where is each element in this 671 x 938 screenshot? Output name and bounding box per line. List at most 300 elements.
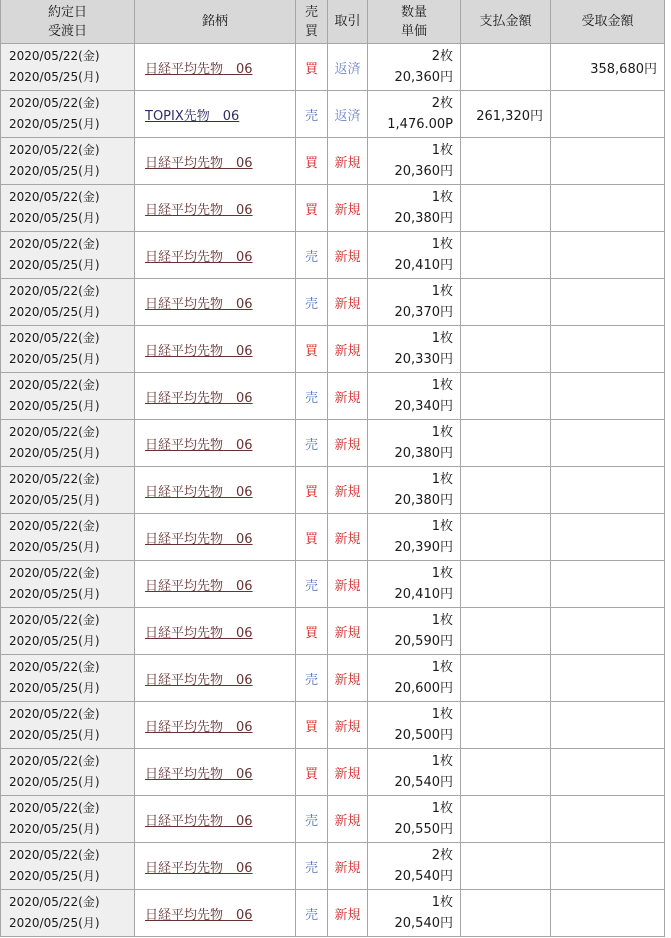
quantity-value: 1枚 bbox=[431, 707, 453, 722]
table-row bbox=[1, 514, 665, 561]
cell-received bbox=[551, 655, 665, 702]
unit-price-value: 20,360円 bbox=[394, 70, 453, 85]
cell-symbol bbox=[135, 890, 296, 937]
trade-type-value: 新規 bbox=[334, 766, 361, 782]
cell-qty-price bbox=[368, 420, 461, 467]
cell-buy-sell bbox=[296, 890, 328, 937]
contract-date: 2020/05/22(金) bbox=[9, 49, 100, 63]
contract-date: 2020/05/22(金) bbox=[9, 190, 100, 204]
unit-price-value: 20,380円 bbox=[394, 446, 453, 461]
unit-price-value: 20,360円 bbox=[394, 164, 453, 179]
cell-symbol bbox=[135, 608, 296, 655]
table-header bbox=[1, 0, 665, 44]
cell-trade-type bbox=[328, 655, 368, 702]
settlement-date: 2020/05/25(月) bbox=[9, 70, 100, 84]
quantity-value: 1枚 bbox=[431, 331, 453, 346]
cell-buy-sell bbox=[296, 326, 328, 373]
cell-payment bbox=[461, 561, 551, 608]
symbol-link[interactable]: 日経平均先物 06 bbox=[145, 249, 253, 265]
cell-trade-date bbox=[1, 91, 135, 138]
settlement-date: 2020/05/25(月) bbox=[9, 352, 100, 366]
cell-received bbox=[551, 420, 665, 467]
cell-qty-price bbox=[368, 890, 461, 937]
header-symbol-label: 銘柄 bbox=[201, 14, 228, 29]
table-row bbox=[1, 91, 665, 138]
cell-qty-price bbox=[368, 514, 461, 561]
cell-qty-price bbox=[368, 702, 461, 749]
symbol-link[interactable]: 日経平均先物 06 bbox=[145, 766, 253, 782]
unit-price-value: 20,600円 bbox=[394, 681, 453, 696]
unit-price-value: 20,370円 bbox=[394, 305, 453, 320]
settlement-date: 2020/05/25(月) bbox=[9, 634, 100, 648]
settlement-date: 2020/05/25(月) bbox=[9, 869, 100, 883]
cell-symbol bbox=[135, 91, 296, 138]
cell-symbol bbox=[135, 185, 296, 232]
cell-symbol bbox=[135, 279, 296, 326]
cell-trade-date bbox=[1, 373, 135, 420]
unit-price-value: 20,500円 bbox=[394, 728, 453, 743]
cell-payment bbox=[461, 514, 551, 561]
cell-trade-date bbox=[1, 326, 135, 373]
cell-trade-type bbox=[328, 373, 368, 420]
quantity-value: 1枚 bbox=[431, 143, 453, 158]
cell-buy-sell bbox=[296, 232, 328, 279]
quantity-value: 1枚 bbox=[431, 472, 453, 487]
cell-payment bbox=[461, 44, 551, 91]
cell-trade-date bbox=[1, 138, 135, 185]
cell-buy-sell bbox=[296, 420, 328, 467]
cell-trade-type bbox=[328, 279, 368, 326]
cell-buy-sell bbox=[296, 185, 328, 232]
unit-price-value: 20,330円 bbox=[394, 352, 453, 367]
table-row bbox=[1, 796, 665, 843]
cell-received bbox=[551, 91, 665, 138]
buy-sell-value: 買 bbox=[304, 531, 318, 547]
cell-received bbox=[551, 185, 665, 232]
settlement-date: 2020/05/25(月) bbox=[9, 587, 100, 601]
cell-trade-date bbox=[1, 749, 135, 796]
buy-sell-value: 売 bbox=[304, 437, 318, 453]
quantity-value: 1枚 bbox=[431, 801, 453, 816]
cell-buy-sell bbox=[296, 561, 328, 608]
cell-payment bbox=[461, 467, 551, 514]
header-buy-sell bbox=[296, 0, 328, 44]
contract-date: 2020/05/22(金) bbox=[9, 378, 100, 392]
cell-trade-date bbox=[1, 655, 135, 702]
cell-payment bbox=[461, 749, 551, 796]
settlement-date: 2020/05/25(月) bbox=[9, 446, 100, 460]
cell-buy-sell bbox=[296, 608, 328, 655]
header-trade-date-line1: 約定日 bbox=[47, 4, 87, 20]
contract-date: 2020/05/22(金) bbox=[9, 754, 100, 768]
trade-type-value: 新規 bbox=[334, 672, 361, 688]
cell-trade-type bbox=[328, 890, 368, 937]
table-row bbox=[1, 843, 665, 890]
cell-qty-price bbox=[368, 749, 461, 796]
buy-sell-value: 売 bbox=[304, 813, 318, 829]
contract-date: 2020/05/22(金) bbox=[9, 566, 100, 580]
cell-payment bbox=[461, 420, 551, 467]
quantity-value: 2枚 bbox=[431, 848, 453, 863]
trade-type-value: 新規 bbox=[334, 907, 361, 923]
symbol-link[interactable]: 日経平均先物 06 bbox=[145, 202, 253, 218]
cell-symbol bbox=[135, 796, 296, 843]
table-row bbox=[1, 608, 665, 655]
settlement-date: 2020/05/25(月) bbox=[9, 258, 100, 272]
trade-type-value: 新規 bbox=[334, 719, 361, 735]
cell-trade-date bbox=[1, 608, 135, 655]
symbol-link[interactable]: 日経平均先物 06 bbox=[145, 625, 253, 641]
cell-received bbox=[551, 279, 665, 326]
quantity-value: 1枚 bbox=[431, 754, 453, 769]
cell-symbol bbox=[135, 373, 296, 420]
quantity-value: 1枚 bbox=[431, 519, 453, 534]
cell-trade-date bbox=[1, 232, 135, 279]
buy-sell-value: 売 bbox=[304, 296, 318, 312]
cell-symbol bbox=[135, 749, 296, 796]
buy-sell-value: 買 bbox=[304, 155, 318, 171]
buy-sell-value: 売 bbox=[304, 860, 318, 876]
payment-value: 261,320円 bbox=[476, 108, 543, 124]
cell-qty-price bbox=[368, 561, 461, 608]
settlement-date: 2020/05/25(月) bbox=[9, 916, 100, 930]
cell-trade-type bbox=[328, 749, 368, 796]
buy-sell-value: 買 bbox=[304, 625, 318, 641]
table-row bbox=[1, 279, 665, 326]
settlement-date: 2020/05/25(月) bbox=[9, 775, 100, 789]
cell-received bbox=[551, 843, 665, 890]
cell-buy-sell bbox=[296, 514, 328, 561]
buy-sell-value: 売 bbox=[304, 390, 318, 406]
cell-received bbox=[551, 138, 665, 185]
header-payment-label: 支払金額 bbox=[479, 14, 532, 29]
cell-received bbox=[551, 232, 665, 279]
trade-type-value: 新規 bbox=[334, 343, 361, 359]
contract-date: 2020/05/22(金) bbox=[9, 143, 100, 157]
header-trade-type bbox=[328, 0, 368, 44]
cell-qty-price bbox=[368, 279, 461, 326]
trade-type-value: 新規 bbox=[334, 531, 361, 547]
cell-symbol bbox=[135, 702, 296, 749]
cell-trade-type bbox=[328, 608, 368, 655]
quantity-value: 1枚 bbox=[431, 284, 453, 299]
quantity-value: 1枚 bbox=[431, 425, 453, 440]
trade-type-value: 新規 bbox=[334, 625, 361, 641]
symbol-link[interactable]: TOPIX先物 06 bbox=[145, 108, 240, 124]
table-row bbox=[1, 702, 665, 749]
header-qty-price bbox=[368, 0, 461, 44]
settlement-date: 2020/05/25(月) bbox=[9, 305, 100, 319]
cell-trade-type bbox=[328, 138, 368, 185]
settlement-date: 2020/05/25(月) bbox=[9, 822, 100, 836]
cell-symbol bbox=[135, 514, 296, 561]
cell-buy-sell bbox=[296, 91, 328, 138]
cell-received bbox=[551, 702, 665, 749]
cell-qty-price bbox=[368, 138, 461, 185]
cell-trade-type bbox=[328, 91, 368, 138]
contract-date: 2020/05/22(金) bbox=[9, 707, 100, 721]
trade-type-value: 新規 bbox=[334, 155, 361, 171]
cell-symbol bbox=[135, 420, 296, 467]
settlement-date: 2020/05/25(月) bbox=[9, 681, 100, 695]
symbol-link[interactable]: 日経平均先物 06 bbox=[145, 719, 253, 735]
cell-trade-date bbox=[1, 44, 135, 91]
cell-payment bbox=[461, 373, 551, 420]
unit-price-value: 20,590円 bbox=[394, 634, 453, 649]
cell-payment bbox=[461, 843, 551, 890]
buy-sell-value: 売 bbox=[304, 249, 318, 265]
cell-symbol bbox=[135, 138, 296, 185]
table-row bbox=[1, 655, 665, 702]
symbol-link[interactable]: 日経平均先物 06 bbox=[145, 61, 253, 77]
cell-payment bbox=[461, 326, 551, 373]
symbol-link[interactable]: 日経平均先物 06 bbox=[145, 907, 253, 923]
symbol-link[interactable]: 日経平均先物 06 bbox=[145, 672, 253, 688]
table-row bbox=[1, 326, 665, 373]
table-row bbox=[1, 420, 665, 467]
cell-qty-price bbox=[368, 232, 461, 279]
contract-date: 2020/05/22(金) bbox=[9, 660, 100, 674]
cell-received bbox=[551, 749, 665, 796]
header-received-label: 受取金額 bbox=[581, 14, 634, 29]
cell-symbol bbox=[135, 561, 296, 608]
trade-type-value: 新規 bbox=[334, 249, 361, 265]
contract-date: 2020/05/22(金) bbox=[9, 895, 100, 909]
header-received bbox=[551, 0, 665, 44]
trade-type-value: 新規 bbox=[334, 296, 361, 312]
cell-trade-type bbox=[328, 561, 368, 608]
cell-payment bbox=[461, 138, 551, 185]
cell-qty-price bbox=[368, 44, 461, 91]
cell-symbol bbox=[135, 232, 296, 279]
quantity-value: 1枚 bbox=[431, 237, 453, 252]
cell-trade-type bbox=[328, 232, 368, 279]
unit-price-value: 20,380円 bbox=[394, 211, 453, 226]
cell-trade-date bbox=[1, 420, 135, 467]
table-body bbox=[1, 44, 665, 937]
cell-received bbox=[551, 373, 665, 420]
cell-buy-sell bbox=[296, 279, 328, 326]
cell-payment bbox=[461, 655, 551, 702]
cell-trade-type bbox=[328, 467, 368, 514]
quantity-value: 2枚 bbox=[431, 96, 453, 111]
header-qty-line2: 単価 bbox=[400, 23, 427, 39]
cell-payment bbox=[461, 608, 551, 655]
cell-trade-type bbox=[328, 514, 368, 561]
quantity-value: 1枚 bbox=[431, 378, 453, 393]
settlement-date: 2020/05/25(月) bbox=[9, 540, 100, 554]
cell-trade-date bbox=[1, 890, 135, 937]
cell-received bbox=[551, 514, 665, 561]
settlement-date: 2020/05/25(月) bbox=[9, 493, 100, 507]
cell-qty-price bbox=[368, 326, 461, 373]
buy-sell-value: 買 bbox=[304, 343, 318, 359]
symbol-link[interactable]: 日経平均先物 06 bbox=[145, 813, 253, 829]
cell-buy-sell bbox=[296, 843, 328, 890]
trade-type-value: 新規 bbox=[334, 390, 361, 406]
cell-trade-type bbox=[328, 796, 368, 843]
buy-sell-value: 買 bbox=[304, 766, 318, 782]
header-qty-line1: 数量 bbox=[400, 4, 427, 20]
cell-qty-price bbox=[368, 796, 461, 843]
cell-trade-date bbox=[1, 843, 135, 890]
buy-sell-value: 売 bbox=[304, 578, 318, 594]
quantity-value: 1枚 bbox=[431, 895, 453, 910]
cell-received bbox=[551, 796, 665, 843]
cell-qty-price bbox=[368, 608, 461, 655]
cell-trade-date bbox=[1, 702, 135, 749]
symbol-link[interactable]: 日経平均先物 06 bbox=[145, 860, 253, 876]
trade-type-value: 返済 bbox=[334, 108, 361, 124]
table-row bbox=[1, 467, 665, 514]
table-row bbox=[1, 373, 665, 420]
cell-trade-type bbox=[328, 702, 368, 749]
unit-price-value: 20,540円 bbox=[394, 869, 453, 884]
cell-trade-date bbox=[1, 185, 135, 232]
header-buy-sell-line2: 買 bbox=[304, 23, 318, 39]
unit-price-value: 20,390円 bbox=[394, 540, 453, 555]
table-row bbox=[1, 749, 665, 796]
header-buy-sell-line1: 売 bbox=[304, 4, 318, 20]
unit-price-value: 20,380円 bbox=[394, 493, 453, 508]
cell-payment bbox=[461, 796, 551, 843]
contract-date: 2020/05/22(金) bbox=[9, 472, 100, 486]
header-payment bbox=[461, 0, 551, 44]
cell-received bbox=[551, 326, 665, 373]
cell-buy-sell bbox=[296, 138, 328, 185]
quantity-value: 1枚 bbox=[431, 613, 453, 628]
contract-date: 2020/05/22(金) bbox=[9, 613, 100, 627]
buy-sell-value: 売 bbox=[304, 108, 318, 124]
trade-type-value: 新規 bbox=[334, 578, 361, 594]
trade-type-value: 新規 bbox=[334, 484, 361, 500]
cell-qty-price bbox=[368, 185, 461, 232]
symbol-link[interactable]: 日経平均先物 06 bbox=[145, 484, 253, 500]
quantity-value: 2枚 bbox=[431, 49, 453, 64]
settlement-date: 2020/05/25(月) bbox=[9, 211, 100, 225]
table-row bbox=[1, 44, 665, 91]
cell-trade-type bbox=[328, 44, 368, 91]
cell-buy-sell bbox=[296, 655, 328, 702]
cell-symbol bbox=[135, 326, 296, 373]
symbol-link[interactable]: 日経平均先物 06 bbox=[145, 437, 253, 453]
quantity-value: 1枚 bbox=[431, 566, 453, 581]
buy-sell-value: 売 bbox=[304, 907, 318, 923]
cell-qty-price bbox=[368, 655, 461, 702]
cell-trade-type bbox=[328, 326, 368, 373]
cell-buy-sell bbox=[296, 796, 328, 843]
buy-sell-value: 買 bbox=[304, 202, 318, 218]
cell-payment bbox=[461, 185, 551, 232]
table-row bbox=[1, 232, 665, 279]
cell-received bbox=[551, 561, 665, 608]
header-symbol bbox=[135, 0, 296, 44]
trade-type-value: 新規 bbox=[334, 202, 361, 218]
table-row bbox=[1, 138, 665, 185]
header-trade-type-label: 取引 bbox=[334, 14, 361, 29]
contract-date: 2020/05/22(金) bbox=[9, 96, 100, 110]
cell-payment bbox=[461, 91, 551, 138]
symbol-link[interactable]: 日経平均先物 06 bbox=[145, 296, 253, 312]
cell-trade-date bbox=[1, 467, 135, 514]
contract-date: 2020/05/22(金) bbox=[9, 237, 100, 251]
cell-received bbox=[551, 467, 665, 514]
cell-symbol bbox=[135, 467, 296, 514]
cell-qty-price bbox=[368, 373, 461, 420]
quantity-value: 1枚 bbox=[431, 190, 453, 205]
symbol-link[interactable]: 日経平均先物 06 bbox=[145, 531, 253, 547]
cell-symbol bbox=[135, 44, 296, 91]
cell-buy-sell bbox=[296, 702, 328, 749]
cell-symbol bbox=[135, 843, 296, 890]
received-value: 358,680円 bbox=[590, 61, 657, 77]
symbol-link[interactable]: 日経平均先物 06 bbox=[145, 343, 253, 359]
cell-payment bbox=[461, 232, 551, 279]
cell-received bbox=[551, 890, 665, 937]
contract-date: 2020/05/22(金) bbox=[9, 425, 100, 439]
symbol-link[interactable]: 日経平均先物 06 bbox=[145, 390, 253, 406]
contract-date: 2020/05/22(金) bbox=[9, 848, 100, 862]
unit-price-value: 1,476.00P bbox=[387, 117, 453, 132]
unit-price-value: 20,410円 bbox=[394, 258, 453, 273]
cell-symbol bbox=[135, 655, 296, 702]
cell-buy-sell bbox=[296, 44, 328, 91]
cell-payment bbox=[461, 890, 551, 937]
table-row bbox=[1, 561, 665, 608]
cell-buy-sell bbox=[296, 467, 328, 514]
settlement-date: 2020/05/25(月) bbox=[9, 164, 100, 178]
header-trade-date-line2: 受渡日 bbox=[47, 23, 87, 39]
unit-price-value: 20,550円 bbox=[394, 822, 453, 837]
cell-qty-price bbox=[368, 467, 461, 514]
cell-trade-date bbox=[1, 561, 135, 608]
settlement-date: 2020/05/25(月) bbox=[9, 728, 100, 742]
symbol-link[interactable]: 日経平均先物 06 bbox=[145, 155, 253, 171]
cell-buy-sell bbox=[296, 749, 328, 796]
cell-buy-sell bbox=[296, 373, 328, 420]
cell-received bbox=[551, 44, 665, 91]
cell-trade-type bbox=[328, 843, 368, 890]
trade-type-value: 返済 bbox=[334, 61, 361, 77]
cell-trade-date bbox=[1, 279, 135, 326]
contract-date: 2020/05/22(金) bbox=[9, 519, 100, 533]
cell-trade-type bbox=[328, 420, 368, 467]
header-trade-date bbox=[1, 0, 135, 44]
buy-sell-value: 買 bbox=[304, 61, 318, 77]
quantity-value: 1枚 bbox=[431, 660, 453, 675]
cell-payment bbox=[461, 702, 551, 749]
cell-received bbox=[551, 608, 665, 655]
buy-sell-value: 買 bbox=[304, 484, 318, 500]
cell-trade-date bbox=[1, 796, 135, 843]
table-row bbox=[1, 185, 665, 232]
unit-price-value: 20,410円 bbox=[394, 587, 453, 602]
contract-date: 2020/05/22(金) bbox=[9, 331, 100, 345]
symbol-link[interactable]: 日経平均先物 06 bbox=[145, 578, 253, 594]
cell-trade-type bbox=[328, 185, 368, 232]
cell-qty-price bbox=[368, 843, 461, 890]
unit-price-value: 20,340円 bbox=[394, 399, 453, 414]
cell-qty-price bbox=[368, 91, 461, 138]
trade-type-value: 新規 bbox=[334, 437, 361, 453]
table-row bbox=[1, 890, 665, 937]
settlement-date: 2020/05/25(月) bbox=[9, 399, 100, 413]
contract-date: 2020/05/22(金) bbox=[9, 801, 100, 815]
unit-price-value: 20,540円 bbox=[394, 916, 453, 931]
unit-price-value: 20,540円 bbox=[394, 775, 453, 790]
cell-payment bbox=[461, 279, 551, 326]
cell-trade-date bbox=[1, 514, 135, 561]
